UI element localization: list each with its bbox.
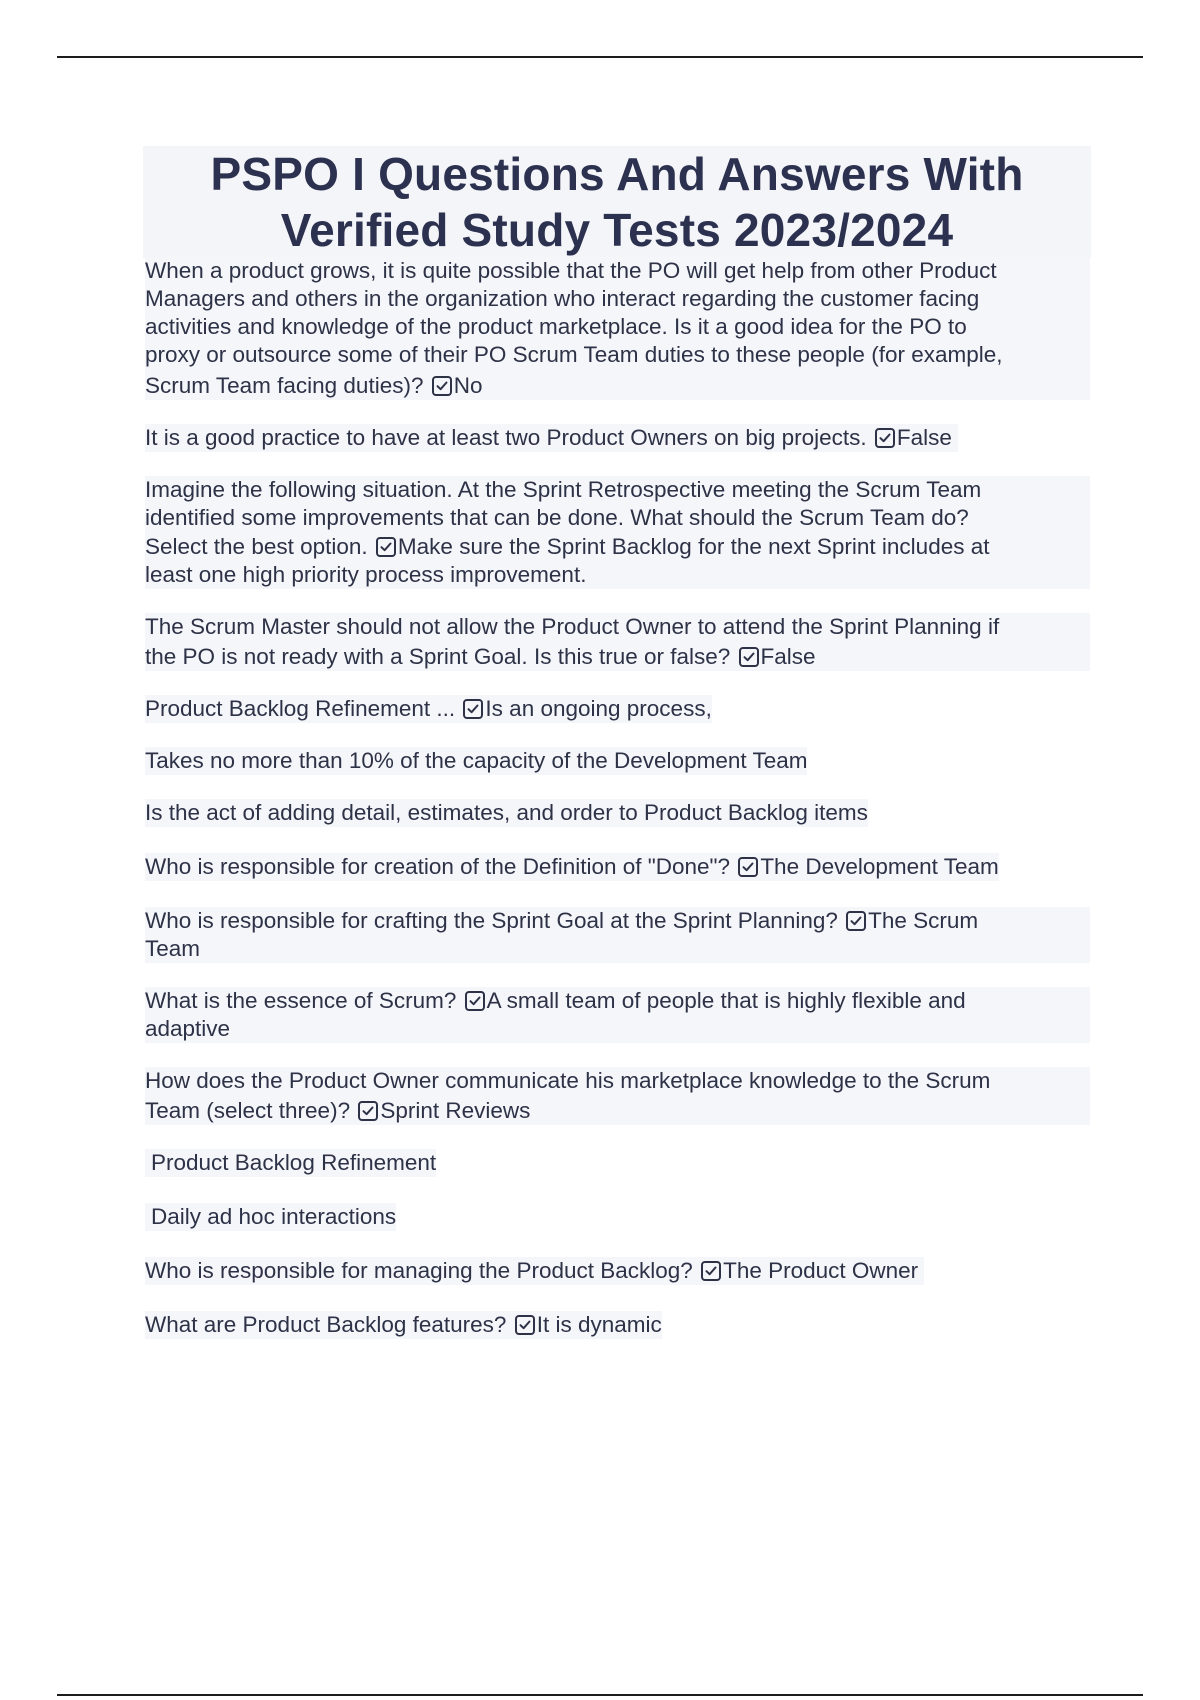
qa-item — [145, 613, 1090, 671]
answer-continued: least one high priority process improvement. — [145, 562, 587, 587]
question-line: Managers and others in the organization who interact regarding the customer facing — [145, 286, 980, 311]
question-text: It is a good practice to have at least two Product Owners on big projects. — [145, 425, 867, 450]
checkbox-checked-icon — [846, 911, 866, 931]
title-line-2: Verified Study Tests 2023/2024 — [280, 204, 954, 256]
question-text: Select the best option. — [145, 534, 368, 559]
question-line: Imagine the following situation. At the Sprint Retrospective meeting the Scrum Team — [145, 477, 982, 502]
answer-continued: adaptive — [145, 1016, 231, 1041]
question-line: proxy or outsource some of their PO Scrum Team duties to these people (for example, — [145, 342, 1003, 367]
answer-text: Is the act of adding detail, estimates, and order to Product Backlog items — [145, 800, 868, 825]
qa-item — [145, 476, 1090, 589]
answer-text: The Product Owner — [723, 1258, 919, 1283]
checkbox-checked-icon — [432, 376, 452, 396]
checkbox-checked-icon — [376, 537, 396, 557]
answer-text: It is dynamic — [536, 1312, 662, 1337]
qa-item — [145, 695, 1090, 723]
answer-text: False — [760, 644, 816, 669]
qa-item — [145, 987, 1090, 1043]
question-text: the PO is not ready with a Sprint Goal. Is this true or false? — [145, 644, 731, 669]
qa-item — [145, 907, 1090, 963]
qa-item — [145, 1067, 1090, 1125]
checkbox-checked-icon — [465, 991, 485, 1011]
checkbox-checked-icon — [463, 699, 483, 719]
answer-text: The Scrum — [868, 908, 979, 933]
checkbox-checked-icon — [358, 1101, 378, 1121]
question-line: The Scrum Master should not allow the Product Owner to attend the Sprint Planning if — [145, 614, 1000, 639]
qa-item — [145, 1257, 1090, 1285]
question-text: What are Product Backlog features? — [145, 1312, 507, 1337]
qa-item — [145, 1149, 1090, 1177]
answer-text: Is an ongoing process, — [485, 696, 712, 721]
qa-item — [145, 257, 1090, 400]
qa-list — [145, 257, 1090, 1365]
qa-item — [145, 799, 1090, 827]
question-line: When a product grows, it is quite possible that the PO will get help from other Product — [145, 258, 997, 283]
answer-text: False — [896, 425, 952, 450]
checkbox-checked-icon — [739, 647, 759, 667]
answer-text: No — [453, 373, 483, 398]
question-text: Product Backlog Refinement ... — [145, 696, 456, 721]
footer-rule — [57, 1694, 1143, 1696]
question-text: Team (select three)? — [145, 1098, 351, 1123]
checkbox-checked-icon — [875, 428, 895, 448]
answer-text: Product Backlog Refinement — [145, 1149, 436, 1177]
qa-item — [145, 1311, 1090, 1339]
answer-text: Sprint Reviews — [380, 1098, 531, 1123]
question-line: identified some improvements that can be done. What should the Scrum Team do? — [145, 505, 969, 530]
title-line-1: PSPO I Questions And Answers With — [210, 148, 1024, 200]
answer-text: The Development Team — [760, 854, 999, 879]
checkbox-checked-icon — [701, 1261, 721, 1281]
answer-continued: Team — [145, 936, 201, 961]
header-rule — [57, 56, 1143, 58]
answer-text: A small team of people that is highly flexible and — [486, 988, 966, 1013]
question-text: Who is responsible for creation of the Definition of "Done"? — [145, 854, 731, 879]
answer-text: Make sure the Sprint Backlog for the next Sprint includes at — [397, 534, 990, 559]
question-text: Who is responsible for managing the Product Backlog? — [145, 1258, 693, 1283]
answer-text: Takes no more than 10% of the capacity of the Development Team — [145, 748, 808, 773]
question-text: Scrum Team facing duties)? — [145, 373, 424, 398]
qa-item — [145, 424, 1090, 452]
page-title — [143, 146, 1091, 258]
checkbox-checked-icon — [515, 1315, 535, 1335]
qa-item — [145, 853, 1090, 881]
question-text: What is the essence of Scrum? — [145, 988, 457, 1013]
question-line: How does the Product Owner communicate his marketplace knowledge to the Scrum — [145, 1068, 991, 1093]
question-line: activities and knowledge of the product marketplace. Is it a good idea for the PO to — [145, 314, 967, 339]
answer-text: Daily ad hoc interactions — [145, 1203, 396, 1231]
qa-item — [145, 747, 1090, 775]
question-text: Who is responsible for crafting the Sprint Goal at the Sprint Planning? — [145, 908, 838, 933]
qa-item — [145, 1203, 1090, 1231]
checkbox-checked-icon — [738, 857, 758, 877]
